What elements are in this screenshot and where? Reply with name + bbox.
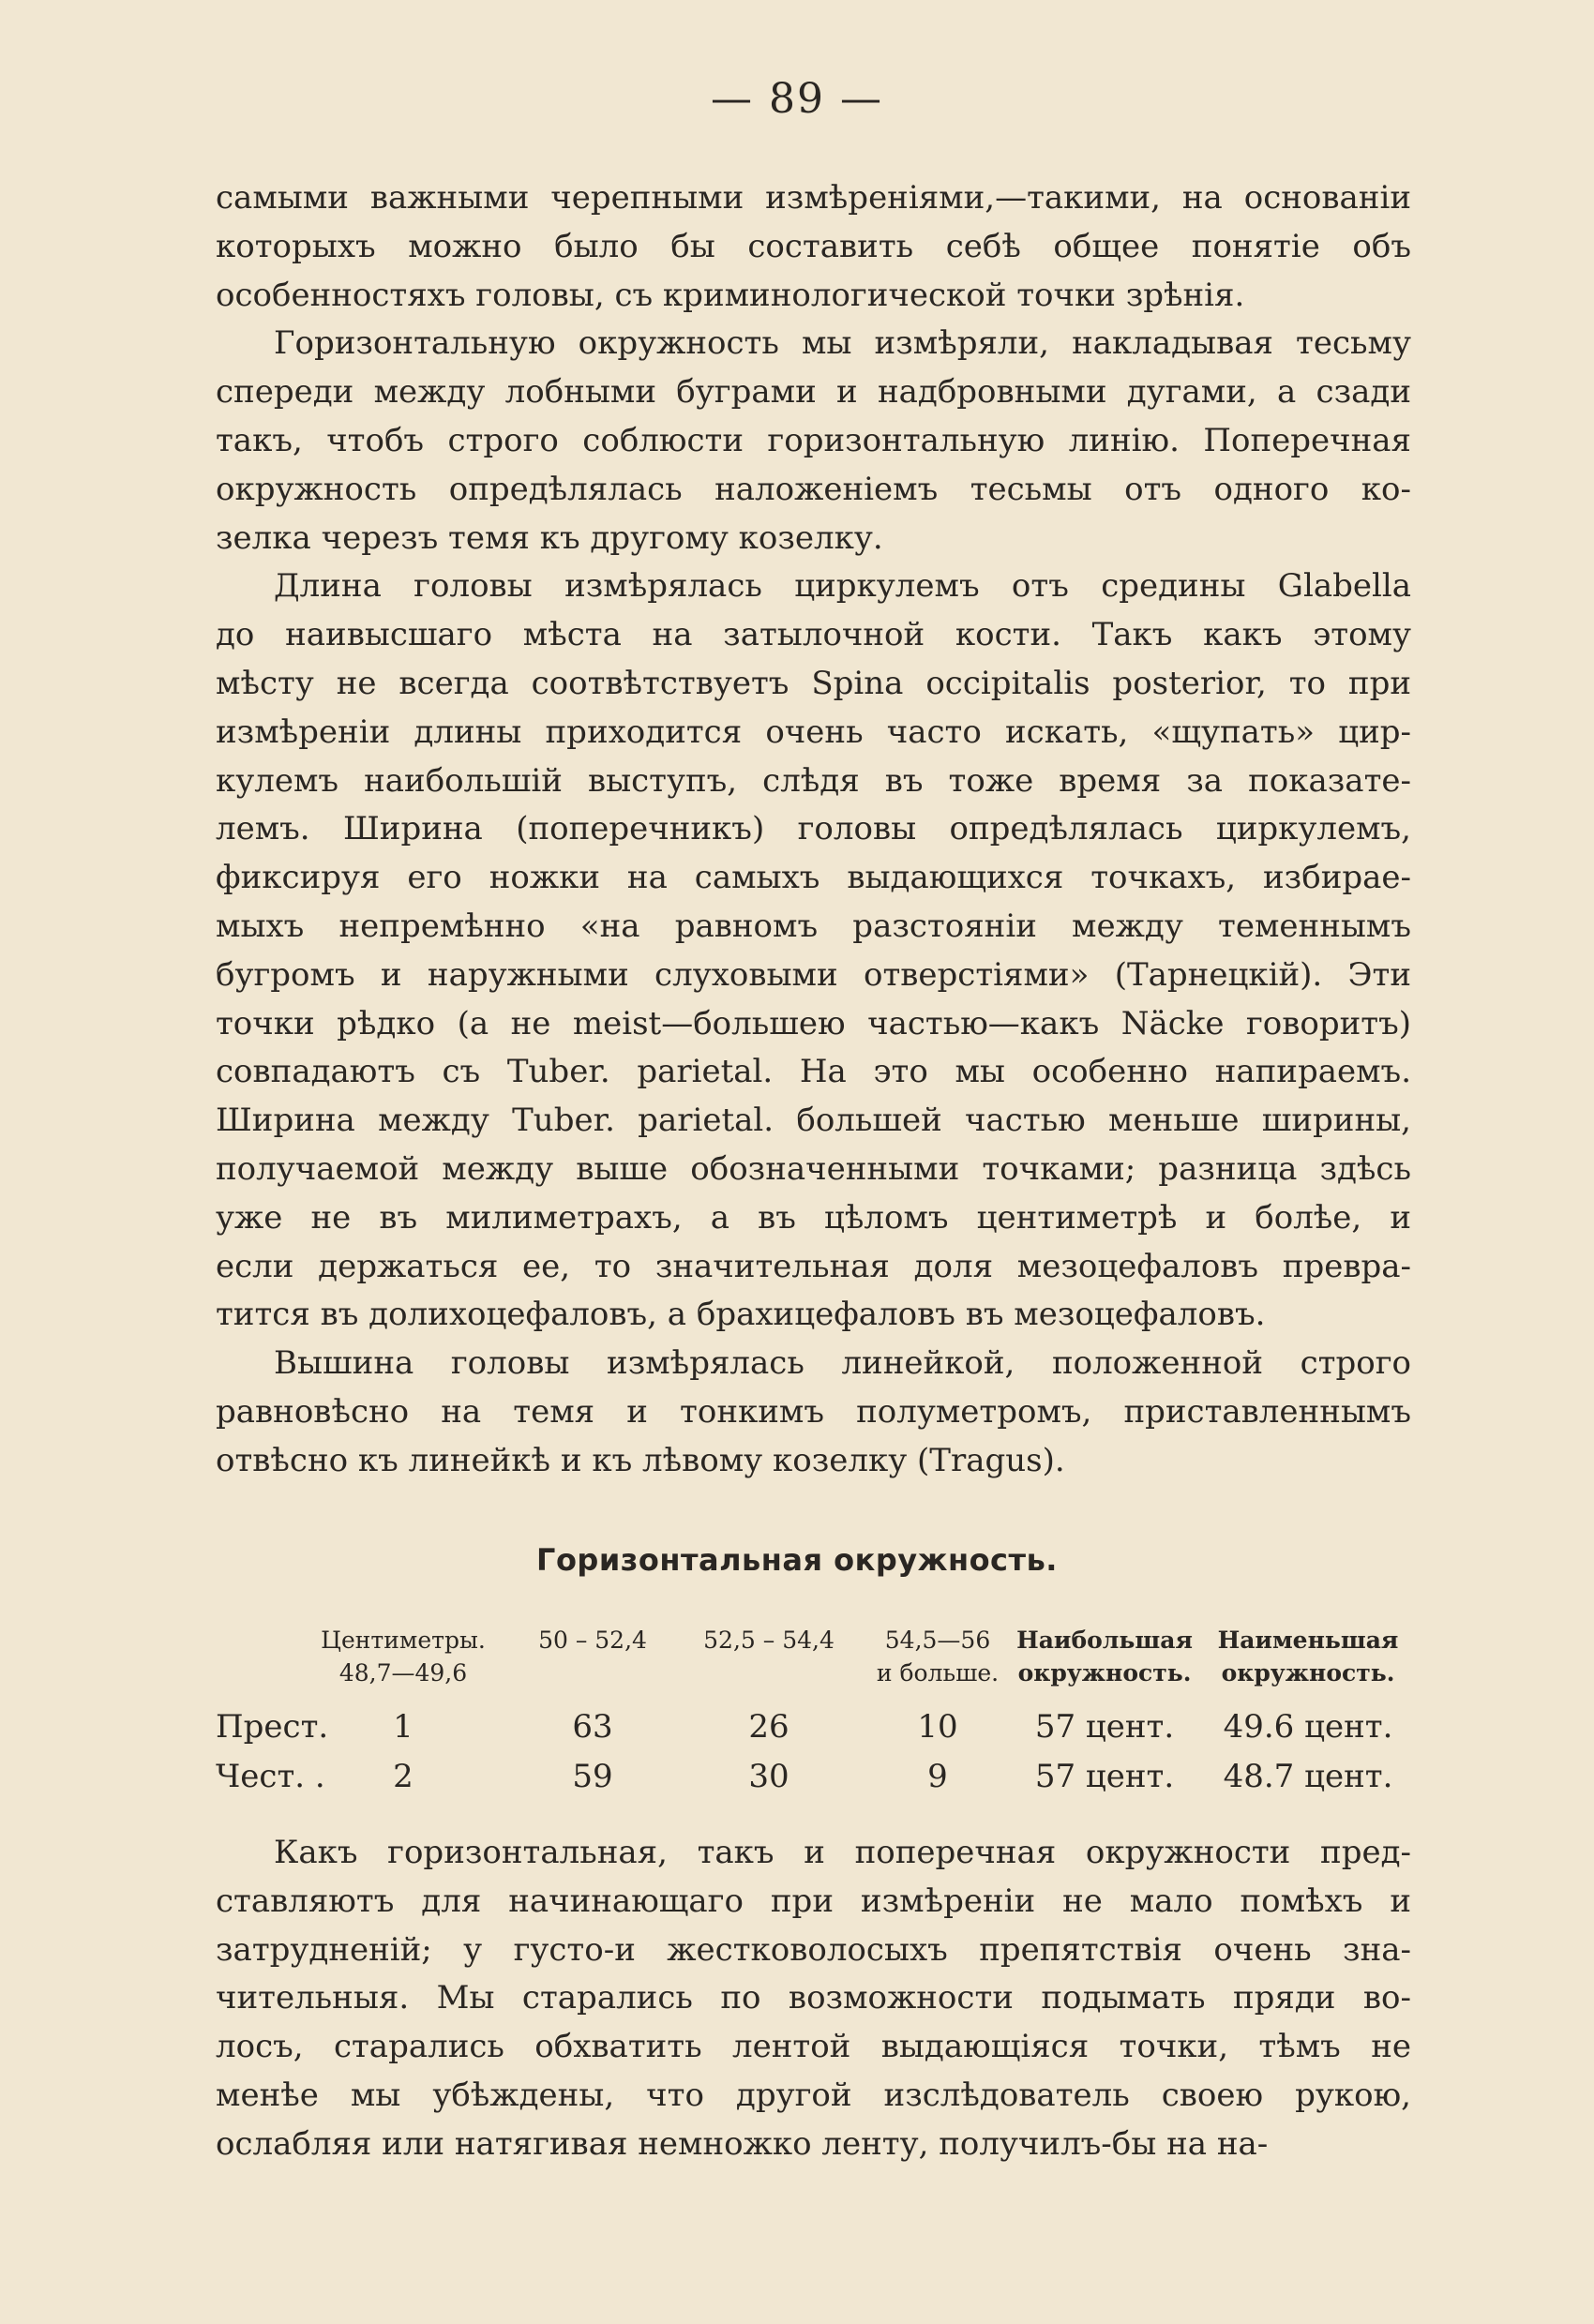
- text-line: чительныя. Мы старались по возможности подымать пряди во-: [216, 1979, 1411, 2017]
- text-line: уже не въ милиметрахъ, а въ цѣломъ центиметрѣ и болѣе, и: [216, 1198, 1411, 1237]
- table-cell: 30: [748, 1758, 789, 1795]
- table-cell: 59: [572, 1758, 613, 1795]
- table-header-cell: окружность.: [1221, 1659, 1395, 1687]
- text-line: измѣреніи длины приходится очень часто искать, «щупать» цир-: [216, 712, 1411, 751]
- table-cell: 49.6 цент.: [1223, 1708, 1393, 1746]
- table-cell: 57 цент.: [1034, 1758, 1175, 1795]
- table-header-cell: и больше.: [876, 1659, 1000, 1687]
- table-header-cell: окружность.: [1017, 1659, 1192, 1687]
- table-cell: 57 цент.: [1034, 1708, 1175, 1746]
- paragraph: [216, 320, 1411, 562]
- table-cell: 1: [393, 1708, 414, 1746]
- table-header-cell: Наибольшая: [1016, 1627, 1193, 1654]
- table-title: Горизонтальная окружность.: [536, 1542, 1058, 1578]
- table-cell: 48.7 цент.: [1223, 1758, 1393, 1795]
- table-cell: 9: [927, 1758, 948, 1795]
- text-line: мыхъ непремѣнно «на равномъ разстояніи между теменнымъ: [216, 907, 1411, 945]
- table-cell: 63: [572, 1708, 613, 1746]
- table-header-cell: 54,5—56: [884, 1627, 991, 1654]
- text-line: зелка черезъ темя къ другому козелку.: [216, 518, 883, 557]
- text-line: лемъ. Ширина (поперечникъ) головы опредѣлялась циркулемъ,: [216, 810, 1411, 848]
- text-line: равновѣсно на темя и тонкимъ полуметромъ, приставленнымъ: [216, 1392, 1411, 1431]
- paragraph: [216, 1829, 1411, 2169]
- text-line: самыми важными черепными измѣреніями,—такими, на основаніи: [216, 179, 1411, 217]
- text-line: отвѣсно къ линейкѣ и къ лѣвому козелку (Tragus).: [216, 1441, 1065, 1479]
- text-line: ослабляя или натягивая немножко ленту, получилъ-бы на на-: [216, 2124, 1269, 2163]
- paragraph: [216, 1340, 1411, 1485]
- text-line: тится въ долихоцефаловъ, а брахицефаловъ въ мезоцефаловъ.: [216, 1296, 1266, 1334]
- text-line: затрудненій; у густо-и жестковолосыхъ препятствія очень зна-: [216, 1930, 1411, 1969]
- text-line: спереди между лобными буграми и надбровными дугами, а сзади: [216, 373, 1411, 412]
- text-line: Горизонтальную окружность мы измѣряли, накладывая тесьму: [274, 324, 1411, 363]
- table-header-cell: 48,7—49,6: [338, 1659, 468, 1687]
- table-header-cell: 52,5 – 54,4: [703, 1627, 835, 1654]
- text-line: Какъ горизонтальная, такъ и поперечная окружности пред-: [274, 1834, 1411, 1871]
- text-line: такъ, чтобъ строго соблюсти горизонтальную линію. Поперечная: [216, 421, 1411, 459]
- table-header-cell: Наименьшая: [1217, 1627, 1399, 1654]
- table-cell: 2: [393, 1758, 414, 1795]
- text-line: кулемъ наибольшій выступъ, слѣдя въ тоже время за показате-: [216, 761, 1411, 800]
- text-line: до наивысшаго мѣста на затылочной кости. Такъ какъ этому: [216, 616, 1411, 654]
- text-line: мѣсту не всегда соотвѣтствуетъ Spina occipitalis posterior, то при: [216, 664, 1411, 702]
- text-line: лосъ, старались обхватить лентой выдающіяся точки, тѣмъ не: [216, 2028, 1411, 2066]
- text-line: если держаться ее, то значительная доля мезоцефаловъ превра-: [216, 1247, 1411, 1285]
- table-row-label: Чест. .: [216, 1758, 325, 1795]
- paragraph: [216, 174, 1411, 320]
- paragraph: [216, 562, 1411, 1340]
- text-line: Ширина между Tuber. parietal. большей частью меньше ширины,: [216, 1102, 1411, 1140]
- text-line: Вышина головы измѣрялась линейкой, положенной строго: [274, 1344, 1411, 1383]
- text-line: менѣе мы убѣждены, что другой изслѣдователь своею рукою,: [216, 2076, 1411, 2114]
- table-header-cell: 50 – 52,4: [538, 1627, 647, 1654]
- text-line: окружность опредѣлялась наложеніемъ тесьмы отъ одного ко-: [216, 470, 1411, 508]
- text-line: фиксируя его ножки на самыхъ выдающихся точкахъ, избирае-: [216, 859, 1411, 897]
- text-line: которыхъ можно было бы составить себѣ общее понятіе объ: [216, 227, 1411, 265]
- text-line: особенностяхъ головы, съ криминологической точки зрѣнія.: [216, 276, 1245, 314]
- text-line: ставляютъ для начинающаго при измѣреніи не мало помѣхъ и: [216, 1882, 1411, 1920]
- table-header-cell: Центиметры.: [321, 1627, 486, 1654]
- text-line: бугромъ и наружными слуховыми отверстіями» (Тарнецкій). Эти: [216, 955, 1411, 994]
- bottom-text-block: [216, 1829, 1411, 2169]
- text-line: получаемой между выше обозначенными точками; разница здѣсь: [216, 1149, 1411, 1188]
- table-cell: 10: [917, 1708, 958, 1746]
- text-line: точки рѣдко (а не meist—большею частью—какъ Näcke говоритъ): [216, 1004, 1411, 1042]
- page-number: — 89 —: [711, 75, 883, 123]
- table-row-label: Прест.: [216, 1708, 329, 1746]
- text-line: совпадаютъ съ Tuber. parietal. На это мы особенно напираемъ.: [216, 1053, 1411, 1091]
- table-cell: 26: [748, 1708, 789, 1746]
- text-line: Длина головы измѣрялась циркулемъ отъ средины Glabella: [274, 567, 1411, 606]
- top-text-block: [216, 174, 1411, 1486]
